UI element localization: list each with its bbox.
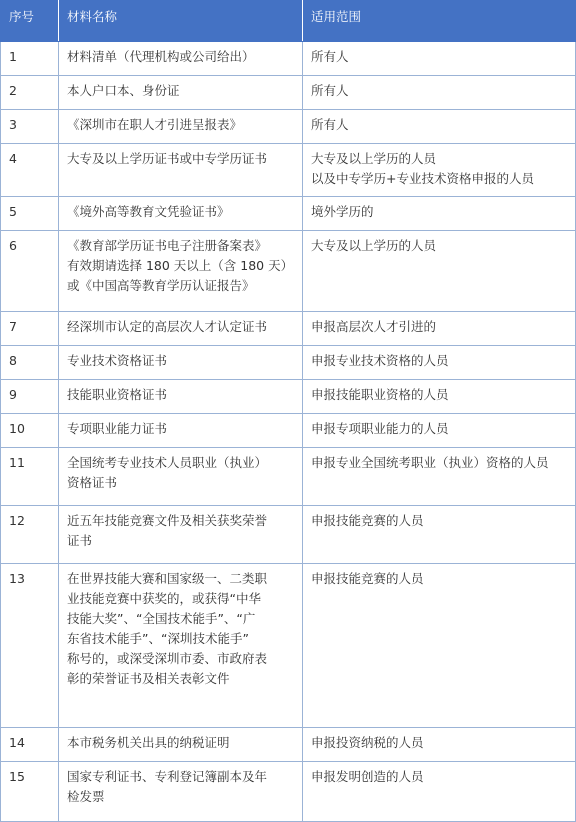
cell-material: 全国统考专业技术人员职业（执业） 资格证书: [59, 448, 303, 506]
cell-no: 14: [1, 728, 59, 762]
cell-scope: 申报专项职业能力的人员: [303, 414, 576, 448]
cell-material: 材料清单（代理机构或公司给出）: [59, 42, 303, 76]
cell-material: 《境外高等教育文凭验证书》: [59, 197, 303, 231]
cell-scope: 申报专业技术资格的人员: [303, 346, 576, 380]
cell-no: 10: [1, 414, 59, 448]
cell-scope: 申报高层次人才引进的: [303, 312, 576, 346]
table-row: [1, 564, 576, 728]
table-row: [1, 762, 576, 822]
table-row: [1, 380, 576, 414]
cell-scope: 所有人: [303, 76, 576, 110]
cell-material: 《深圳市在职人才引进呈报表》: [59, 110, 303, 144]
cell-no: 13: [1, 564, 59, 728]
cell-scope: 申报技能职业资格的人员: [303, 380, 576, 414]
table-row: [1, 448, 576, 506]
cell-material: 专项职业能力证书: [59, 414, 303, 448]
cell-no: 9: [1, 380, 59, 414]
cell-no: 5: [1, 197, 59, 231]
cell-scope: 申报投资纳税的人员: [303, 728, 576, 762]
header-no: 序号: [1, 1, 59, 42]
cell-no: 4: [1, 144, 59, 197]
cell-material: 近五年技能竞赛文件及相关获奖荣誉 证书: [59, 506, 303, 564]
cell-scope: 申报发明创造的人员: [303, 762, 576, 822]
cell-no: 7: [1, 312, 59, 346]
cell-no: 2: [1, 76, 59, 110]
cell-material: 大专及以上学历证书或中专学历证书: [59, 144, 303, 197]
table-row: [1, 197, 576, 231]
cell-no: 15: [1, 762, 59, 822]
cell-material: 技能职业资格证书: [59, 380, 303, 414]
cell-no: 12: [1, 506, 59, 564]
cell-material: 国家专利证书、专利登记簿副本及年 检发票: [59, 762, 303, 822]
cell-scope: 大专及以上学历的人员 以及中专学历+专业技术资格申报的人员: [303, 144, 576, 197]
table-row: [1, 42, 576, 76]
cell-material: 本人户口本、身份证: [59, 76, 303, 110]
cell-scope: 申报技能竞赛的人员: [303, 564, 576, 728]
cell-scope: 境外学历的: [303, 197, 576, 231]
table-body: [1, 42, 576, 822]
cell-no: 11: [1, 448, 59, 506]
table-row: [1, 312, 576, 346]
table-header: [1, 1, 576, 42]
cell-material: 《教育部学历证书电子注册备案表》 有效期请选择 180 天以上（含 180 天） 或《中国高等教育学历认证报告》: [59, 231, 303, 312]
cell-scope: 大专及以上学历的人员: [303, 231, 576, 312]
header-material: 材料名称: [59, 1, 303, 42]
cell-material: 专业技术资格证书: [59, 346, 303, 380]
cell-scope: 所有人: [303, 42, 576, 76]
cell-no: 8: [1, 346, 59, 380]
table-row: [1, 414, 576, 448]
cell-scope: 申报专业全国统考职业（执业）资格的人员: [303, 448, 576, 506]
cell-scope: 所有人: [303, 110, 576, 144]
cell-material: 本市税务机关出具的纳税证明: [59, 728, 303, 762]
table-row: [1, 506, 576, 564]
cell-no: 6: [1, 231, 59, 312]
cell-no: 3: [1, 110, 59, 144]
cell-no: 1: [1, 42, 59, 76]
header-row: [1, 1, 576, 42]
table-row: [1, 144, 576, 197]
cell-material: 经深圳市认定的高层次人才认定证书: [59, 312, 303, 346]
cell-material: 在世界技能大赛和国家级一、二类职 业技能竞赛中获奖的，或获得“中华 技能大奖”、“全国技术能手”、“广 东省技术能手”、“深圳技术能手” 称号的，或深受深圳市委、市政府表 彰的荣誉证书及相关表彰文件: [59, 564, 303, 728]
table-row: [1, 728, 576, 762]
table-row: [1, 110, 576, 144]
table-row: [1, 231, 576, 312]
cell-scope: 申报技能竞赛的人员: [303, 506, 576, 564]
table-row: [1, 346, 576, 380]
table-row: [1, 76, 576, 110]
header-scope: 适用范围: [303, 1, 576, 42]
